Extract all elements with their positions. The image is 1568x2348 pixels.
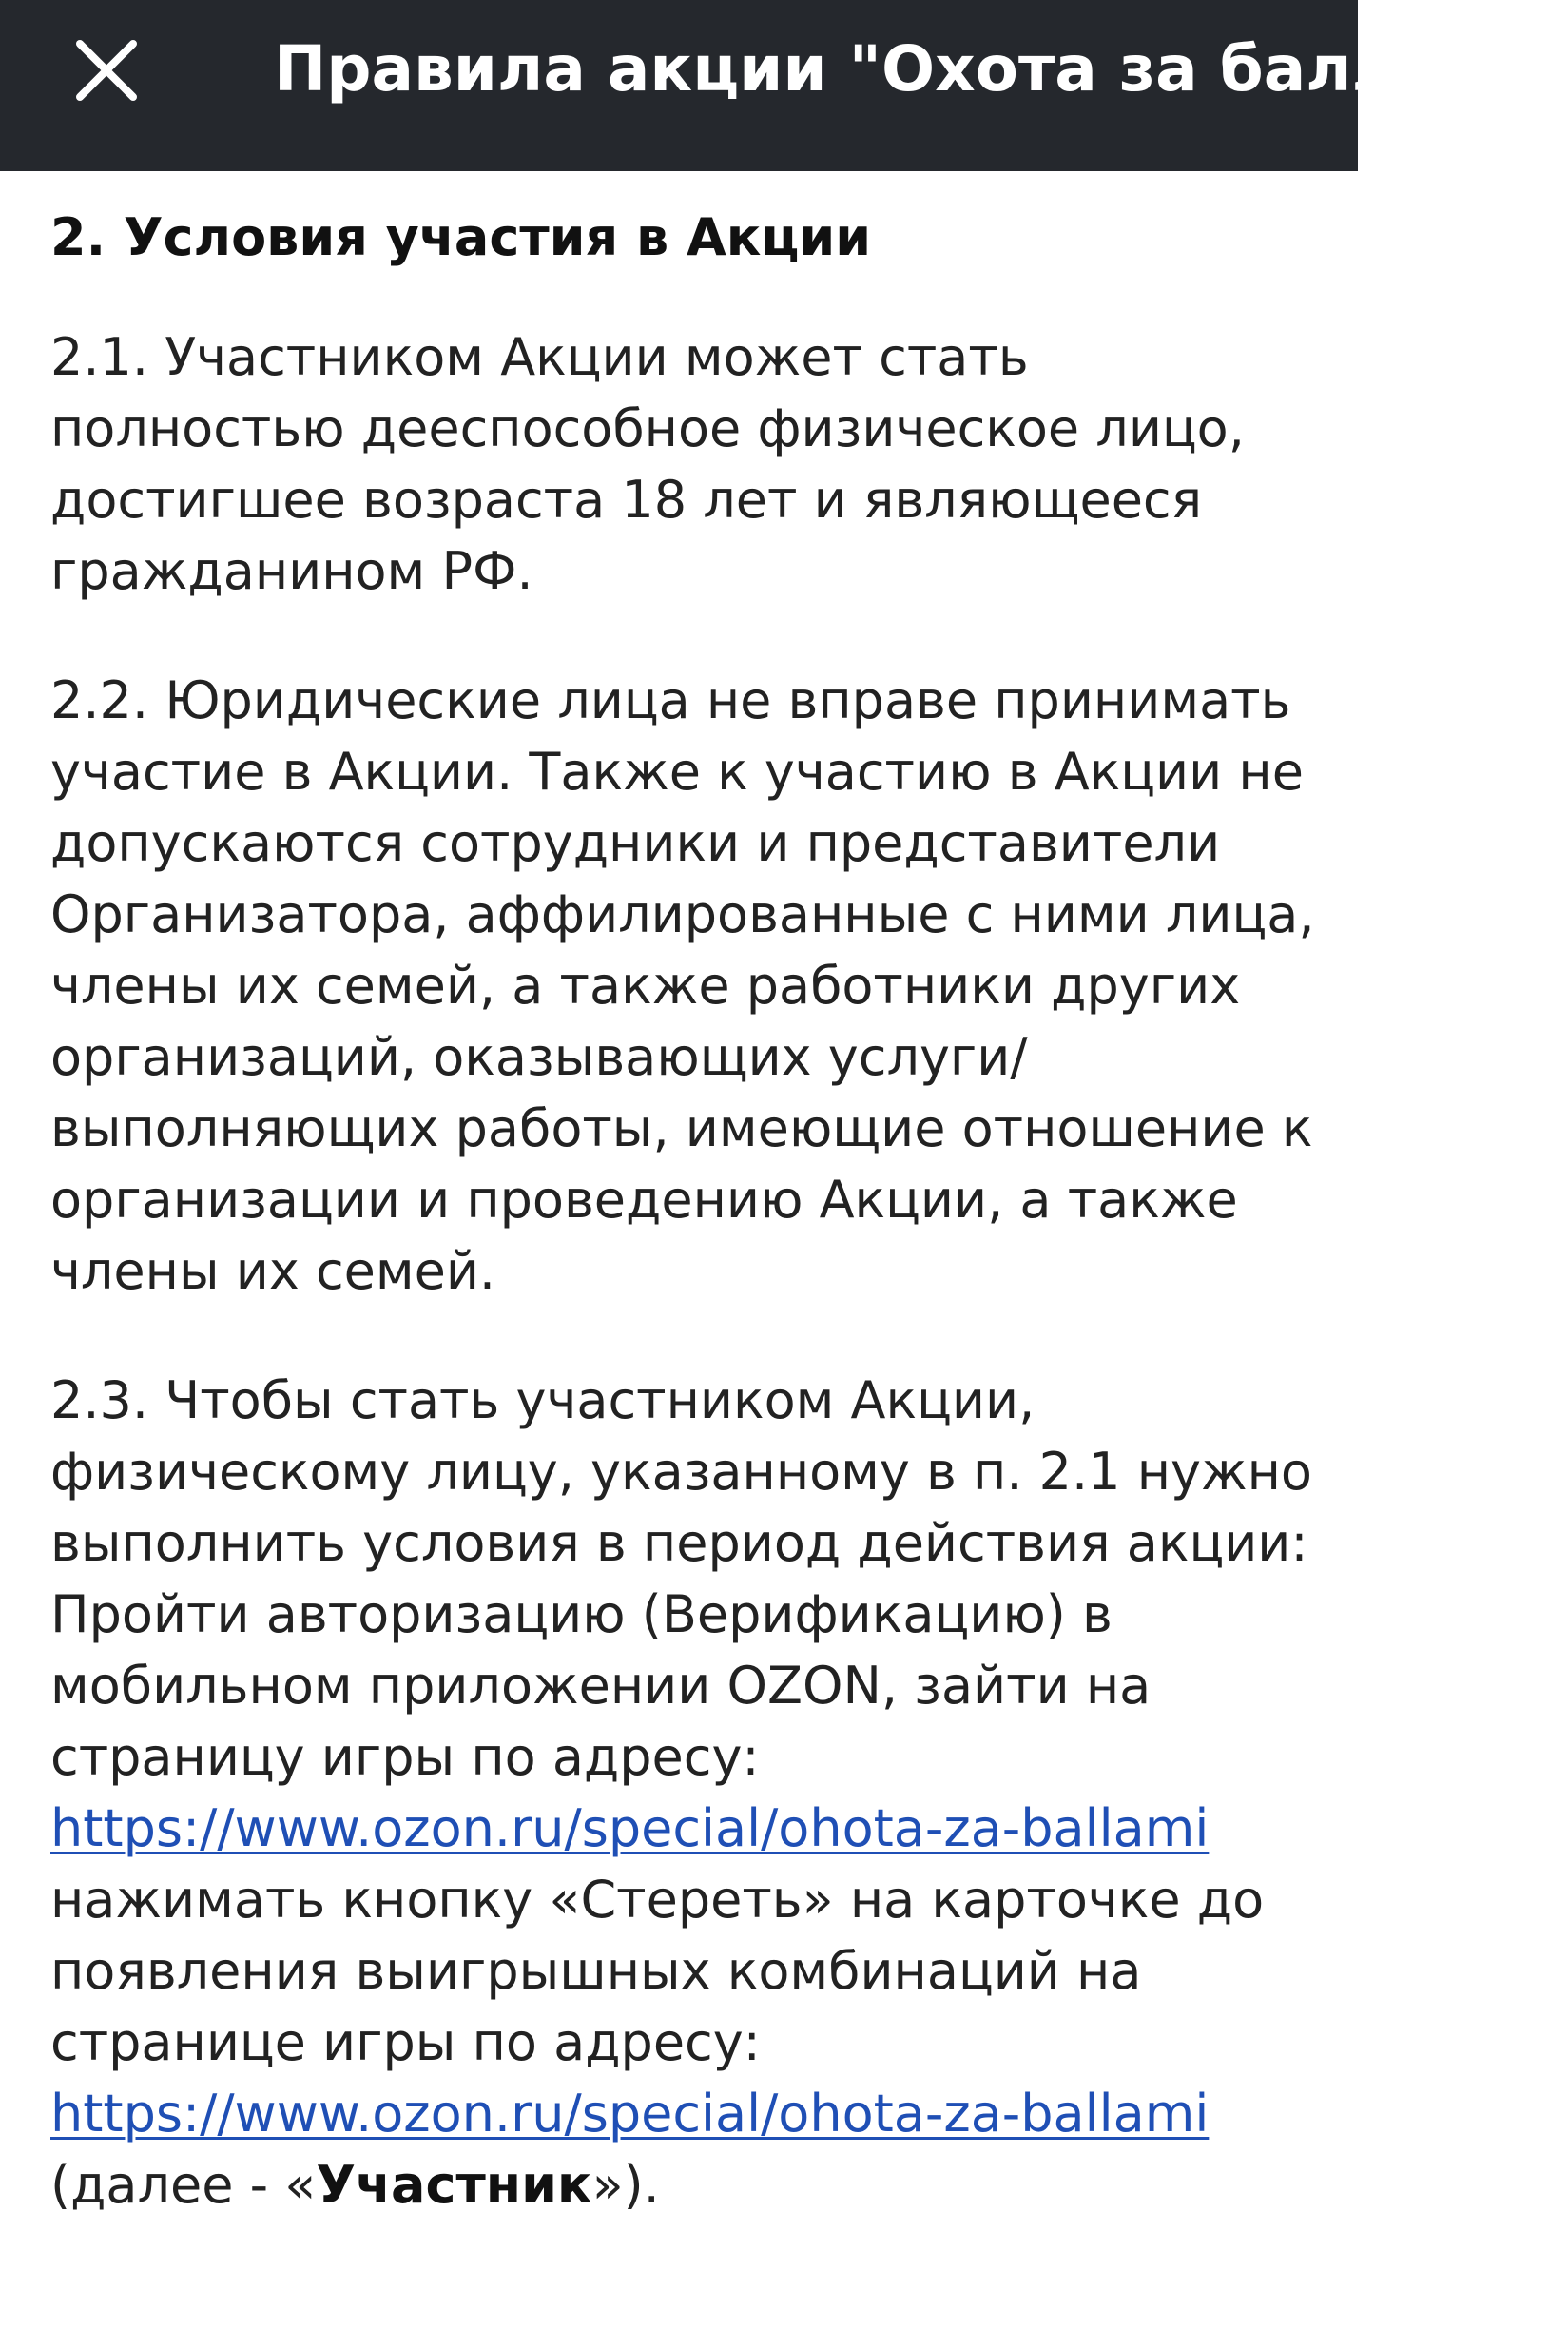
app-bar	[0, 0, 1568, 171]
paragraph-2-3-text-1: 2.3. Чтобы стать участником Акции, физическому лицу, указанному в п. 2.1 нужно выполнить условия в период действия акции: Пройти авторизацию (Верификацию) в мобильном приложении OZON, зайти на страницу игры по адресу:	[50, 1370, 1312, 1787]
rules-content	[50, 202, 1329, 2279]
game-page-link-1[interactable]: https://www.ozon.ru/special/ohota-za-ballami	[50, 1798, 1210, 1858]
paragraph-2-3-text-4: »).	[591, 2155, 660, 2215]
participant-term: Участник	[316, 2155, 592, 2215]
paragraph-2-3-text-2: нажимать кнопку «Стереть» на карточке до появления выигрышных комбинаций на странице игры по адресу:	[50, 1870, 1265, 2072]
page-title: Правила акции "Охота за баллами"	[274, 32, 1568, 106]
paragraph-2-1: 2.1. Участником Акции может стать полностью дееспособное физическое лицо, достигшее возраста 18 лет и являющееся гражданином РФ.	[50, 327, 1245, 601]
section-heading: 2. Условия участия в Акции	[50, 207, 872, 267]
paragraph-2-2: 2.2. Юридические лица не вправе принимать участие в Акции. Также к участию в Акции не допускаются сотрудники и представители Организатора, аффилированные с ними лица, члены их семей, а также работники других организаций, оказывающих услуги/ выполняющих работы, имеющие отношение к организации и проведению Акции, а также члены их семей.	[50, 670, 1315, 1301]
close-icon	[75, 39, 138, 102]
game-page-link-2[interactable]: https://www.ozon.ru/special/ohota-za-ballami	[50, 2084, 1210, 2144]
close-button[interactable]	[68, 32, 145, 108]
paragraph-2-3-text-3: (далее - «	[50, 2155, 317, 2215]
paragraph-2-3	[50, 1365, 1329, 2221]
